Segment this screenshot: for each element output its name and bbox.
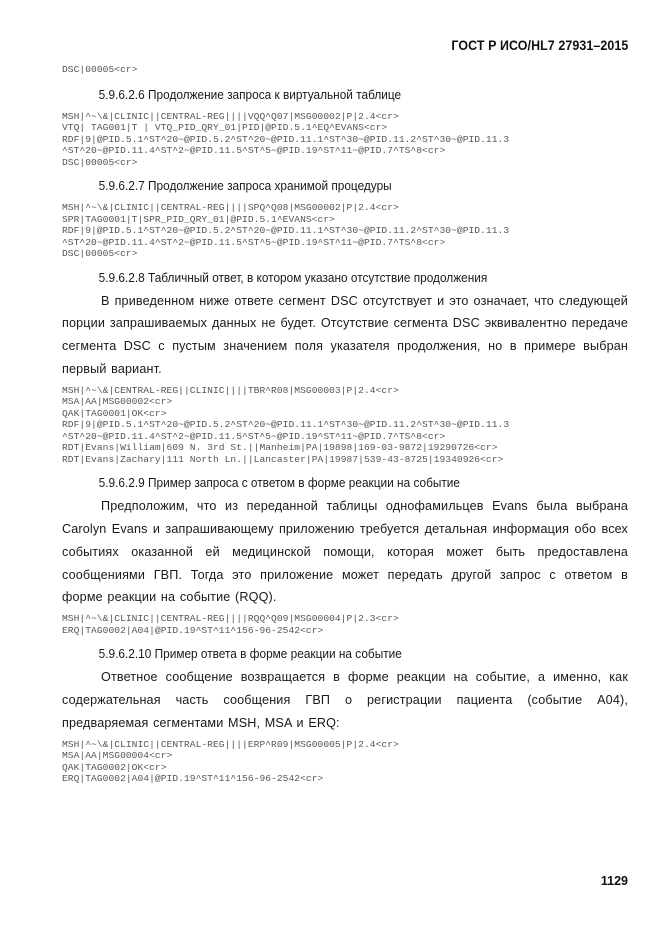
code-line: DSC|00005<cr> <box>62 156 138 168</box>
code-block-stored-procedure-continuation <box>62 202 628 260</box>
code-line: DSC|00005<cr> <box>62 248 138 259</box>
code-line: VTQ| TAG001|T | VTQ_PID_QRY_01|PID|@PID.5.1^EQ^EVANS<cr> <box>62 122 388 133</box>
code-line: DSC|00005<cr> <box>62 64 138 75</box>
code-line: RDF|9|@PID.5.1^ST^20~@PID.5.2^ST^20~@PID.11.1^ST^30~@PID.11.2^ST^30~@PID.11.3 <box>62 225 510 236</box>
section-heading-5-9-6-2-8: 5.9.6.2.8 Табличный ответ, в котором указано отсутствие продолжения <box>98 270 488 285</box>
code-block-tabular-response <box>62 385 628 466</box>
code-line: RDF|9|@PID.5.1^ST^20~@PID.5.2^ST^20~@PID.11.1^ST^30~@PID.11.2^ST^30~@PID.11.3 <box>62 133 510 145</box>
body-paragraph: В приведенном ниже ответе сегмент DSC отсутствует и это означает, что следующей порции запрашиваемых данных не будет. Отсутствие сегмента DSC эквивалентно передаче сегмента DSC с пустым значением поля указателя продолжения, но в примере выбран первый вариант. <box>62 293 628 376</box>
code-line: ERQ|TAG0002|A04|@PID.19^ST^11^156-96-2542<cr> <box>62 773 324 785</box>
code-line: MSH|^~\&|CLINIC||CENTRAL-REG||||ERP^R09|MSG00005|P|2.4<cr> <box>62 738 399 750</box>
code-line: MSH|^~\&|CLINIC||CENTRAL-REG||||RQQ^Q09|MSG00004|P|2.3<cr> <box>62 613 399 625</box>
code-line: RDF|9|@PID.5.1^ST^20~@PID.5.2^ST^20~@PID.11.1^ST^30~@PID.11.2^ST^30~@PID.11.3 <box>62 419 510 431</box>
code-line: MSH|^~\&|CENTRAL-REG||CLINIC||||TBR^R08|MSG00003|P|2.4<cr> <box>62 384 399 396</box>
page-number: 1129 <box>600 874 628 888</box>
code-line: MSH|^~\&|CLINIC||CENTRAL-REG||||SPQ^Q08|MSG00002|P|2.4<cr> <box>62 202 399 213</box>
section-heading-5-9-6-2-9: 5.9.6.2.9 Пример запроса с ответом в форме реакции на событие <box>98 476 460 491</box>
document-standard-header: ГОСТ Р ИСО/HL7 27931–2015 <box>451 38 628 53</box>
code-block-virtual-table-continuation <box>62 111 628 169</box>
body-paragraph: Ответное сообщение возвращается в форме реакции на событие, а именно, как содержательная часть сообщения ГВП о регистрации пациента (событие А04), предваряемая сегментами MSH, MSA и ERQ: <box>62 670 628 730</box>
page-content <box>62 64 628 785</box>
code-line: QAK|TAG0002|OK<cr> <box>62 761 167 773</box>
code-line: MSH|^~\&|CLINIC||CENTRAL-REG||||VQQ^Q07|MSG00002|P|2.4<cr> <box>62 110 399 122</box>
code-line: MSA|AA|MSG00002<cr> <box>62 396 173 408</box>
code-line: QAK|TAG0001|OK<cr> <box>62 407 167 419</box>
section-heading-5-9-6-2-7: 5.9.6.2.7 Продолжение запроса хранимой процедуры <box>98 179 392 193</box>
code-block-event-query <box>62 613 628 636</box>
code-line: ^ST^20~@PID.11.4^ST^2~@PID.11.5^ST^5~@PID.19^ST^11~@PID.7^TS^8<cr> <box>62 145 446 156</box>
code-line: ^ST^20~@PID.11.4^ST^2~@PID.11.5^ST^5~@PID.19^ST^11~@PID.7^TS^8<cr> <box>62 236 446 248</box>
code-line: MSA|AA|MSG00004<cr> <box>62 750 173 762</box>
body-paragraph: Предположим, что из переданной таблицы однофамильцев Evans была выбрана Carolyn Evans и запрашивающему приложению требуется детальная информация обо всех событиях оказанной ей медицинской помощи, которая может быть предоставлена сообщениями ГВП. Тогда это приложение может передать другой запрос с ответом в форме реакции на событие (RQQ). <box>62 499 628 605</box>
section-heading-5-9-6-2-10: 5.9.6.2.10 Пример ответа в форме реакции на событие <box>98 647 402 662</box>
code-line: ^ST^20~@PID.11.4^ST^2~@PID.11.5^ST^5~@PID.19^ST^11~@PID.7^TS^8<cr> <box>62 430 446 442</box>
code-line: SPR|TAG0001|T|SPR_PID_QRY_01|@PID.5.1^EVANS<cr> <box>62 213 335 225</box>
code-block-event-response <box>62 739 628 785</box>
section-heading-5-9-6-2-6: 5.9.6.2.6 Продолжение запроса к виртуальной таблице <box>98 87 402 102</box>
code-line: RDT|Evans|Zachary|111 North Ln.||Lancaster|PA|19987|539-43-8725|19340926<cr> <box>62 453 504 465</box>
code-line: RDT|Evans|William|609 N. 3rd St.||Manheim|PA|19898|169-03-9872|19290726<cr> <box>62 442 498 454</box>
code-line: ERQ|TAG0002|A04|@PID.19^ST^11^156-96-2542<cr> <box>62 624 324 636</box>
